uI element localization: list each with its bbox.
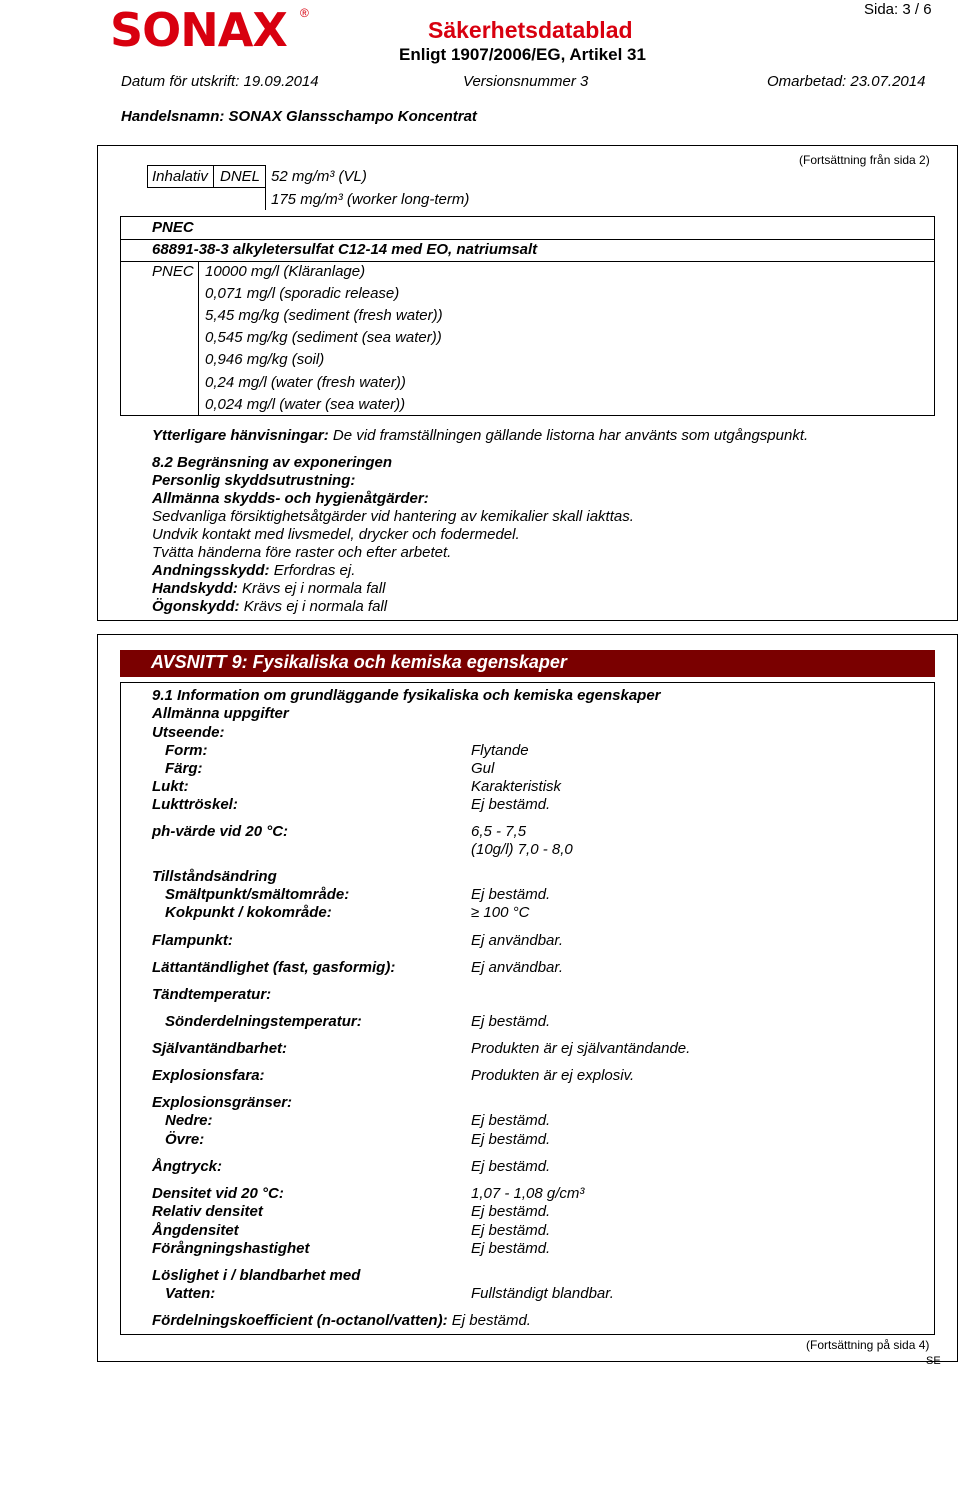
hygiene-line: Undvik kontakt med livsmedel, drycker och fodermedel. — [152, 526, 520, 543]
pnec-value: 0,946 mg/kg (soil) — [205, 351, 325, 368]
melting-value: Ej bestämd. — [471, 886, 551, 903]
trade-name: Handelsnamn: SONAX Glansschampo Koncentrat — [121, 108, 477, 125]
dnel-type: DNEL — [220, 168, 261, 185]
odor-threshold-label: Lukttröskel: — [152, 796, 238, 813]
vapor-density-label: Ångdensitet — [152, 1222, 239, 1239]
ph-value: 6,5 - 7,5 — [471, 823, 527, 840]
relative-density-label: Relativ densitet — [152, 1203, 263, 1220]
upper-limit-value: Ej bestämd. — [471, 1131, 551, 1148]
self-ignition-label: Självantändbarhet: — [152, 1040, 288, 1057]
flammability-label: Lättantändlighet (fast, gasformig): — [152, 959, 396, 976]
breathing-label: Andningsskydd: — [152, 562, 270, 579]
upper-limit-label: Övre: — [165, 1131, 205, 1148]
pnec-value: 10000 mg/l (Kläranlage) — [205, 263, 366, 280]
continued-to: (Fortsättning på sida 4) — [806, 1338, 930, 1352]
odor-value: Karakteristisk — [471, 778, 562, 795]
vapor-pressure-label: Ångtryck: — [152, 1158, 223, 1175]
water-value: Fullständigt blandbar. — [471, 1285, 614, 1302]
page-number: Sida: 3 / 6 — [864, 1, 932, 18]
pnec-value: 0,071 mg/l (sporadic release) — [205, 285, 400, 302]
explosion-limits-label: Explosionsgränser: — [152, 1094, 293, 1111]
dnel-route: Inhalativ — [152, 168, 208, 185]
vapor-density-value: Ej bestämd. — [471, 1222, 551, 1239]
density-label: Densitet vid 20 °C: — [152, 1185, 284, 1202]
section-9-title: AVSNITT 9: Fysikaliska och kemiska egenskaper — [151, 652, 567, 672]
section-9-title-bar — [120, 650, 935, 677]
evaporation-label: Förångningshastighet — [152, 1240, 310, 1257]
version-number: Versionsnummer 3 — [463, 73, 589, 90]
odor-label: Lukt: — [152, 778, 189, 795]
appearance-label: Utseende: — [152, 724, 225, 741]
pnec-value: 0,24 mg/l (water (fresh water)) — [205, 374, 406, 391]
pnec-heading: PNEC — [152, 219, 194, 236]
hygiene-label: Allmänna skydds- och hygienåtgärder: — [152, 490, 429, 507]
self-ignition-value: Produkten är ej självantändande. — [471, 1040, 691, 1057]
hygiene-line: Sedvanliga försiktighetsåtgärder vid hantering av kemikalier skall iakttas. — [152, 508, 634, 525]
state-change-label: Tillståndsändring — [152, 868, 277, 885]
logo-text: SONAX — [110, 3, 287, 57]
explosion-danger-value: Produkten är ej explosiv. — [471, 1067, 635, 1084]
lower-limit-value: Ej bestämd. — [471, 1112, 551, 1129]
additional-text: De vid framställningen gällande listorna har använts som utgångspunkt. — [332, 427, 809, 444]
revised-date: Omarbetad: 23.07.2014 — [767, 73, 926, 90]
dnel-value: 52 mg/m³ (VL) — [271, 168, 367, 185]
boiling-label: Kokpunkt / kokområde: — [165, 904, 332, 921]
eye-protection — [152, 598, 387, 615]
hygiene-line: Tvätta händerna före raster och efter arbetet. — [152, 544, 452, 561]
hand-label: Handskydd: — [152, 580, 238, 597]
pnec-substance: 68891-38-3 alkyletersulfat C12-14 med EO, natriumsalt — [152, 241, 538, 258]
decomposition-label: Sönderdelningstemperatur: — [165, 1013, 362, 1030]
exposure-heading: 8.2 Begränsning av exponeringen — [152, 454, 393, 471]
partition-label: Fördelningskoefficient (n-octanol/vatten): — [152, 1312, 448, 1329]
document-title: Säkerhetsdatablad — [428, 17, 633, 43]
breathing-protection — [152, 562, 355, 579]
pnec-value: 5,45 mg/kg (sediment (fresh water)) — [205, 307, 443, 324]
additional-label: Ytterligare hänvisningar: — [152, 427, 329, 444]
hand-value: Krävs ej i normala fall — [242, 580, 386, 597]
color-label: Färg: — [165, 760, 203, 777]
section-9-1-heading: 9.1 Information om grundläggande fysikaliska och kemiska egenskaper — [152, 687, 661, 704]
form-label: Form: — [165, 742, 208, 759]
document-subtitle: Enligt 1907/2006/EG, Artikel 31 — [399, 45, 646, 64]
partition-value: Ej bestämd. — [451, 1312, 531, 1329]
general-info: Allmänna uppgifter — [152, 705, 289, 722]
pnec-value: 0,024 mg/l (water (sea water)) — [205, 396, 406, 413]
eye-value: Krävs ej i normala fall — [243, 598, 388, 615]
decomposition-value: Ej bestämd. — [471, 1013, 551, 1030]
odor-threshold-value: Ej bestämd. — [471, 796, 551, 813]
additional-references — [152, 427, 808, 444]
sonax-logo — [110, 2, 309, 58]
melting-label: Smältpunkt/smältområde: — [165, 886, 350, 903]
greater-equal-symbol: ≥ — [471, 904, 480, 921]
boiling-value — [471, 904, 529, 921]
flash-label: Flampunkt: — [152, 932, 233, 949]
evaporation-value: Ej bestämd. — [471, 1240, 551, 1257]
solubility-label: Löslighet i / blandbarhet med — [152, 1267, 361, 1284]
explosion-danger-label: Explosionsfara: — [152, 1067, 265, 1084]
boiling-temp: 100 °C — [483, 904, 530, 921]
pnec-label: PNEC — [152, 263, 194, 280]
color-value: Gul — [471, 760, 495, 777]
partition-coefficient — [152, 1312, 531, 1329]
density-value: 1,07 - 1,08 g/cm³ — [471, 1185, 585, 1202]
hand-protection — [152, 580, 385, 597]
ppe-heading: Personlig skyddsutrustning: — [152, 472, 356, 489]
dnel-value: 175 mg/m³ (worker long-term) — [271, 191, 470, 208]
relative-density-value: Ej bestämd. — [471, 1203, 551, 1220]
language-code: SE — [926, 1355, 941, 1367]
continued-from: (Fortsättning från sida 2) — [799, 153, 930, 167]
logo-registered-mark: ® — [300, 6, 309, 20]
pnec-value: 0,545 mg/kg (sediment (sea water)) — [205, 329, 442, 346]
form-value: Flytande — [471, 742, 529, 759]
print-date: Datum för utskrift: 19.09.2014 — [121, 73, 319, 90]
vapor-pressure-value: Ej bestämd. — [471, 1158, 551, 1175]
flammability-value: Ej användbar. — [471, 959, 564, 976]
flash-value: Ej användbar. — [471, 932, 564, 949]
ph-label: ph-värde vid 20 °C: — [152, 823, 289, 840]
eye-label: Ögonskydd: — [152, 598, 240, 615]
ignition-label: Tändtemperatur: — [152, 986, 272, 1003]
lower-limit-label: Nedre: — [165, 1112, 213, 1129]
breathing-value: Erfordras ej. — [273, 562, 356, 579]
ph-value-10g: (10g/l) 7,0 - 8,0 — [471, 841, 573, 858]
water-label: Vatten: — [165, 1285, 216, 1302]
